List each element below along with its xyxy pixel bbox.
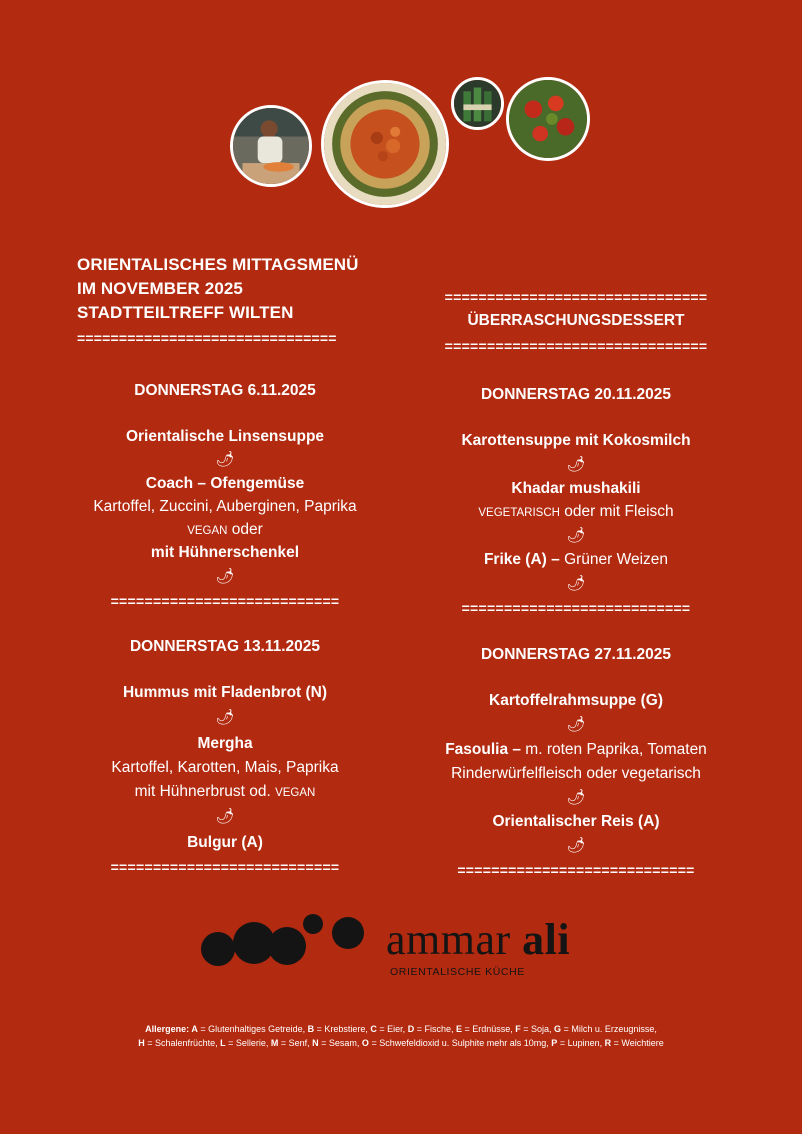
tomato-dish-photo xyxy=(506,77,590,161)
day-3-date: DONNERSTAG 20.11.2025 xyxy=(480,386,672,403)
title-line-1: ORIENTALISCHES MITTAGSMENÜ xyxy=(77,255,359,274)
allergen-line-1 xyxy=(40,1022,762,1036)
veg-rest-text: oder mit Fleisch xyxy=(559,503,674,520)
side-bold: Frike (A) – xyxy=(483,551,560,568)
day-2-side: Bulgur (A) xyxy=(187,834,263,851)
allergen-key: E xyxy=(455,1024,462,1034)
allergen-desc: = Fische, xyxy=(414,1024,456,1034)
vegan-label: VEGAN xyxy=(275,787,316,799)
main-bold: Fasoulia – xyxy=(445,741,521,758)
allergen-desc: = Senf, xyxy=(278,1038,313,1048)
chili-icon: 🌶 xyxy=(215,568,235,585)
day-2-main: Mergha xyxy=(197,735,253,752)
day-4-side: Orientalischer Reis (A) xyxy=(492,813,660,830)
main-rest: m. roten Paprika, Tomaten xyxy=(521,741,707,758)
side-rest: Grüner Weizen xyxy=(559,551,669,568)
allergen-desc: = Glutenhaltiges Getreide, xyxy=(197,1024,308,1034)
bottles-photo xyxy=(451,77,504,130)
allergen-desc: = Milch u. Erzeugnisse, xyxy=(561,1024,657,1034)
allergen-key: N xyxy=(312,1038,319,1048)
chili-icon: 🌶 xyxy=(215,451,235,468)
allergen-desc: = Sesam, xyxy=(318,1038,362,1048)
allergen-key: H xyxy=(138,1038,145,1048)
chili-icon: 🌶 xyxy=(215,808,235,825)
allergen-desc: = Eier, xyxy=(376,1024,408,1034)
day-2-separator: =========================== xyxy=(110,859,340,875)
day-1-main-desc: Kartoffel, Zuccini, Auberginen, Paprika xyxy=(93,498,357,515)
day-2-starter: Hummus mit Fladenbrot (N) xyxy=(122,684,328,701)
allergen-key: M xyxy=(270,1038,279,1048)
chili-icon: 🌶 xyxy=(566,527,586,544)
allergen-key: F xyxy=(515,1024,521,1034)
main-desc-text: mit Hühnerbrust od. xyxy=(134,783,276,800)
allergen-desc: = Schwefeldioxid u. Sulphite mehr als 10mg, xyxy=(368,1038,552,1048)
allergen-desc: = Lupinen, xyxy=(557,1038,605,1048)
dessert-separator-bottom: =============================== xyxy=(444,338,708,354)
day-4-soup: Kartoffelrahmsuppe (G) xyxy=(489,692,663,709)
vegetarisch-label: VEGETARISCH xyxy=(478,507,560,519)
day-1-date: DONNERSTAG 6.11.2025 xyxy=(134,382,316,399)
menu-title xyxy=(77,253,387,347)
chili-icon: 🌶 xyxy=(566,456,586,473)
day-2-main-desc-2 xyxy=(60,783,390,801)
chili-icon: 🌶 xyxy=(566,575,586,592)
allergen-key: P xyxy=(551,1038,558,1048)
allergen-key: A xyxy=(191,1024,198,1034)
day-3-separator: =========================== xyxy=(461,600,691,616)
chili-icon: 🌶 xyxy=(566,716,586,733)
allergen-key: D xyxy=(407,1024,415,1034)
dessert-title: ÜBERRASCHUNGSDESSERT xyxy=(467,312,685,329)
vegan-label: VEGAN xyxy=(187,525,228,537)
day-4-main-desc: Rinderwürfelfleisch oder vegetarisch xyxy=(451,765,701,782)
vegetable-platter-photo xyxy=(321,80,449,208)
day-2-main-desc: Kartoffel, Karotten, Mais, Paprika xyxy=(111,759,339,776)
oder-text: oder xyxy=(227,521,263,538)
allergen-label: Allergene: xyxy=(145,1024,192,1034)
allergen-key: G xyxy=(554,1024,562,1034)
brand-name xyxy=(386,914,570,965)
brand-subtitle: ORIENTALISCHE KÜCHE xyxy=(390,966,525,978)
day-1-separator: =========================== xyxy=(110,593,340,609)
day-4-date: DONNERSTAG 27.11.2025 xyxy=(480,646,672,663)
day-1-main-2: mit Hühnerschenkel xyxy=(150,544,300,561)
day-1-vegan-option xyxy=(60,521,390,539)
allergen-key: R xyxy=(604,1038,612,1048)
chili-icon: 🌶 xyxy=(566,837,586,854)
dessert-separator-top: =============================== xyxy=(444,289,708,305)
day-1-main: Coach – Ofengemüse xyxy=(145,475,305,492)
day-4-separator: ============================ xyxy=(457,862,695,878)
allergen-desc: = Erdnüsse, xyxy=(461,1024,516,1034)
allergen-desc: = Soja, xyxy=(520,1024,555,1034)
day-3-veg-option xyxy=(408,503,744,521)
allergen-key: O xyxy=(361,1038,369,1048)
title-line-3: STADTTEILTREFF WILTEN xyxy=(77,303,294,322)
dots-logo-icon xyxy=(198,910,378,980)
chili-icon: 🌶 xyxy=(215,709,235,726)
title-line-2: IM NOVEMBER 2025 xyxy=(77,279,243,298)
title-separator: =============================== xyxy=(77,330,337,346)
day-4-main xyxy=(408,741,744,759)
allergen-desc: = Schalenfrüchte, xyxy=(144,1038,221,1048)
chef-photo xyxy=(230,105,312,187)
day-3-soup: Karottensuppe mit Kokosmilch xyxy=(461,432,691,449)
day-2-date: DONNERSTAG 13.11.2025 xyxy=(129,638,321,655)
brand-name-part-2: ali xyxy=(522,915,571,964)
allergen-desc: = Sellerie, xyxy=(225,1038,271,1048)
allergen-key: L xyxy=(220,1038,226,1048)
allergen-key: C xyxy=(370,1024,377,1034)
allergen-legend xyxy=(40,1022,762,1050)
day-3-main: Khadar mushakili xyxy=(511,480,641,497)
day-1-soup: Orientalische Linsensuppe xyxy=(125,428,325,445)
day-3-side xyxy=(408,551,744,569)
brand-name-part-1: ammar xyxy=(386,915,523,964)
allergen-key: B xyxy=(307,1024,315,1034)
allergen-desc: = Krebstiere, xyxy=(314,1024,371,1034)
chili-icon: 🌶 xyxy=(566,789,586,806)
allergen-line-2 xyxy=(40,1036,762,1050)
allergen-desc: = Weichtiere xyxy=(611,1038,664,1048)
